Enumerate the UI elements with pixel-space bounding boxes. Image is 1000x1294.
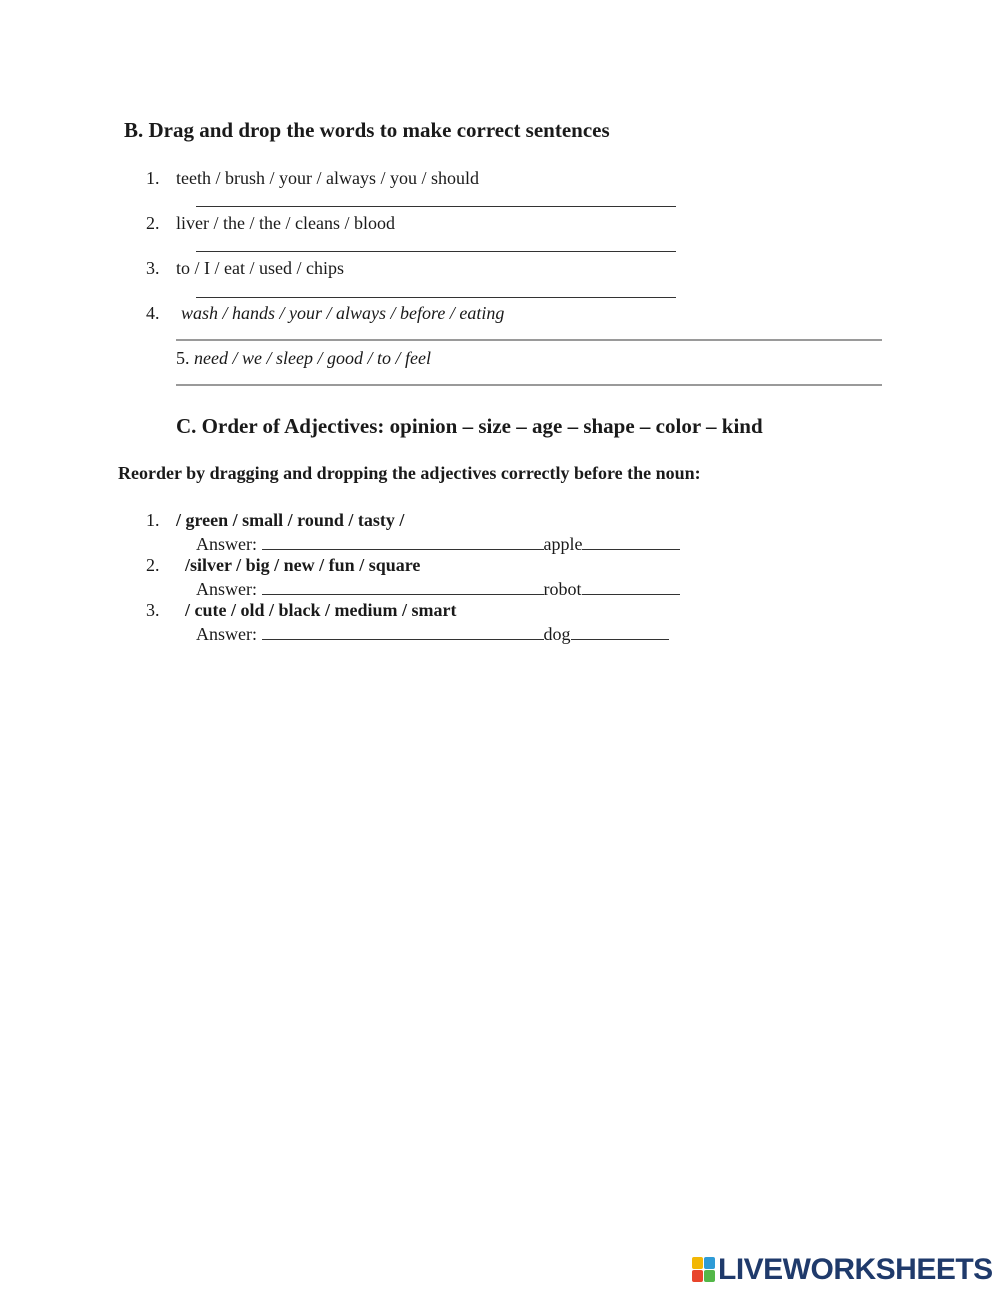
section-b-heading: B. Drag and drop the words to make correct sentences	[124, 118, 610, 142]
answer-blank[interactable]	[262, 623, 544, 640]
answer-label: Answer:	[196, 534, 257, 554]
answer-row	[196, 623, 669, 645]
item-number: 4.	[146, 303, 160, 323]
item-number: 3.	[146, 258, 160, 278]
answer-line[interactable]	[196, 251, 676, 252]
logo-text: LIVEWORKSHEETS	[718, 1253, 993, 1286]
instruction: Reorder by dragging and dropping the adjectives correctly before the noun:	[118, 463, 701, 483]
answer-line[interactable]	[176, 339, 882, 341]
adjective-list: / green / small / round / tasty /	[176, 510, 405, 530]
noun: apple	[543, 534, 583, 554]
answer-blank[interactable]	[262, 533, 544, 550]
answer-label: Answer:	[196, 624, 257, 644]
adjective-list: /silver / big / new / fun / square	[185, 555, 421, 575]
answer-row	[196, 533, 680, 555]
scrambled-sentence: need / we / sleep / good / to / feel	[194, 348, 431, 368]
answer-line[interactable]	[196, 206, 676, 207]
scrambled-sentence-5	[176, 348, 431, 369]
adjective-list: / cute / old / black / medium / smart	[185, 600, 457, 620]
answer-blank[interactable]	[262, 578, 544, 595]
item-number: 2.	[146, 555, 160, 575]
trailing-blank	[582, 533, 680, 550]
item-number: 5.	[176, 348, 190, 368]
logo-mark-icon	[692, 1257, 716, 1283]
answer-line[interactable]	[176, 384, 882, 386]
scrambled-sentence: wash / hands / your / always / before / eating	[181, 303, 505, 323]
item-number: 1.	[146, 168, 160, 188]
item-number: 2.	[146, 213, 160, 233]
scrambled-sentence: to / I / eat / used / chips	[176, 258, 344, 278]
item-number: 3.	[146, 600, 160, 620]
answer-row	[196, 578, 680, 600]
scrambled-sentence: liver / the / the / cleans / blood	[176, 213, 395, 233]
noun: robot	[543, 579, 582, 599]
trailing-blank	[571, 623, 669, 640]
item-number: 1.	[146, 510, 160, 530]
liveworksheets-logo	[692, 1253, 993, 1287]
noun: dog	[543, 624, 571, 644]
answer-line[interactable]	[196, 297, 676, 298]
section-c-heading: C. Order of Adjectives: opinion – size – age – shape – color – kind	[176, 414, 763, 438]
trailing-blank	[582, 578, 680, 595]
scrambled-sentence: teeth / brush / your / always / you / should	[176, 168, 479, 188]
answer-label: Answer:	[196, 579, 257, 599]
